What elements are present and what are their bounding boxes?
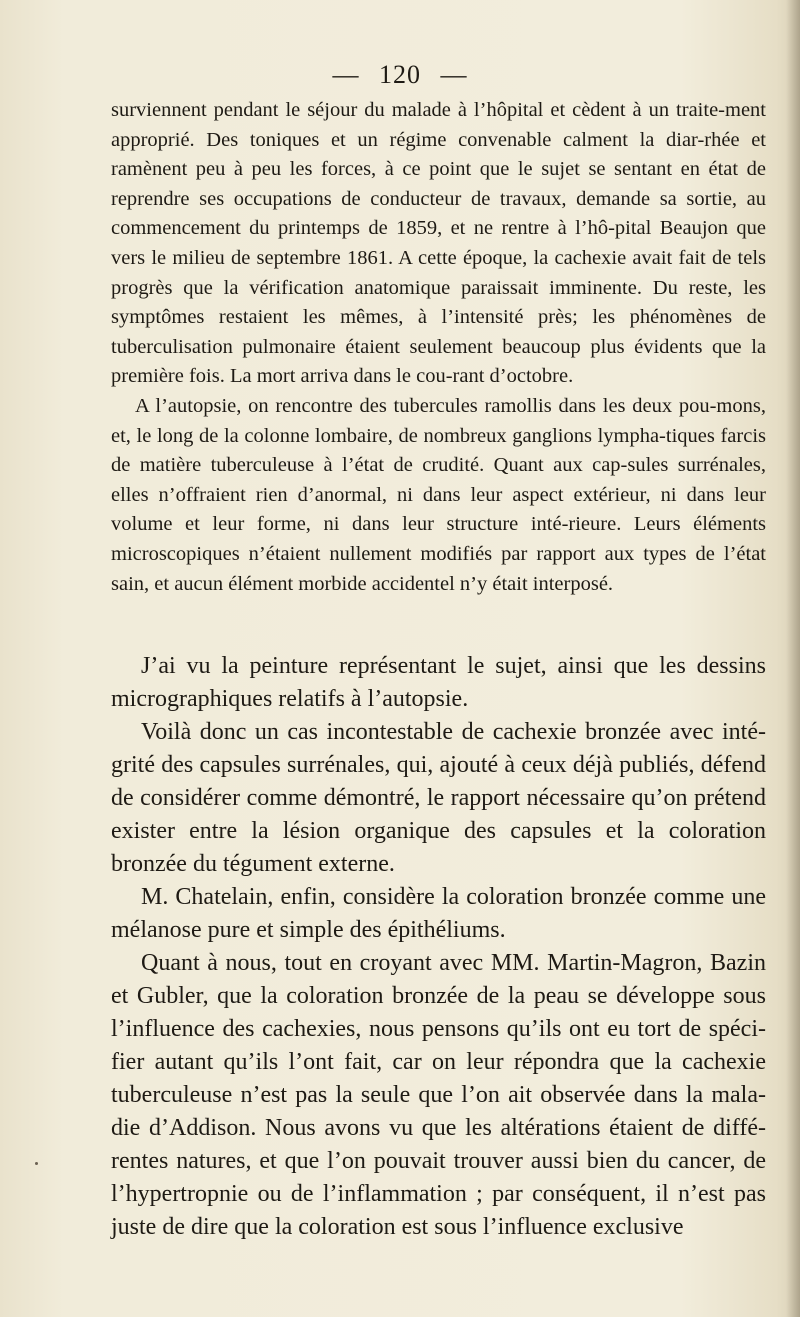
margin-speck xyxy=(35,1162,38,1165)
case-paragraph-clinical: surviennent pendant le séjour du malade à l’hôpital et cèdent à un traite-ment approprié. Des toniques et un régime convenable calment la diar-rhée et ramènent peu à peu les forces, à ce point que le sujet se sentant en état de reprendre ses occupations de conducteur de travaux, demande sa sortie, au commencement du printemps de 1859, et ne rentre à l’hô-pital Beaujon que vers le milieu de septembre 1861. A cette époque, la cachexie avait fait de tels progrès que la vérification anatomique paraissait imminente. Du reste, les symptômes restaient les mêmes, à l’intensité près; les phénomènes de tuberculisation pulmonaire étaient seulement beaucoup plus évidents que la première fois. La mort arriva dans le cou-rant d’octobre. xyxy=(111,99,766,388)
discussion-paragraph-4: Quant à nous, tout en croyant avec MM. Martin-Magron, Bazin et Gubler, que la coloration bronzée de la peau se développe sous l’influence des cachexies, nous pensons qu’ils ont eu tort de spéci-fier autant qu’ils l’ont fait, car on leur répondra que la cachexie tuberculeuse n’est pas la seule que l’on ait observée dans la mala-die d’Addison. Nous avons vu que les altérations étaient de diffé-rentes natures, et que l’on pouvait trouver aussi bien du cancer, de l’hypertropnie ou de l’inflammation ; par conséquent, il n’est pas juste de dire que la coloration est sous l’influence exclusive xyxy=(111,950,766,1240)
case-report-text xyxy=(111,96,766,599)
page-edge-shadow xyxy=(786,0,800,1317)
case-paragraph-autopsy: A l’autopsie, on rencontre des tubercules ramollis dans les deux pou-mons, et, le long de la colonne lombaire, de nombreux ganglions lympha-tiques farcis de matière tuberculeuse à l’état de crudité. Quant aux cap-sules surrénales, elles n’offraient rien d’anormal, ni dans leur aspect extérieur, ni dans leur volume et leur forme, ni dans leur structure inté-rieure. Leurs éléments microscopiques n’étaient nullement modifiés par rapport aux types de l’état sain, et aucun élément morbide accidentel n’y était interposé. xyxy=(111,394,766,595)
discussion-paragraph-2: Voilà donc un cas incontestable de cachexie bronzée avec inté-grité des capsules surrénales, qui, ajouté à ceux déjà publiés, défend de considérer comme démontré, le rapport nécessaire qu’on prétend exister entre la lésion organique des capsules et la coloration bronzée du tégument externe. xyxy=(111,719,766,877)
discussion-text xyxy=(111,650,766,1244)
discussion-paragraph-3: M. Chatelain, enfin, considère la coloration bronzée comme une mélanose pure et simple des épithéliums. xyxy=(111,884,766,943)
header-dash-left: — xyxy=(332,60,360,89)
page-header xyxy=(0,60,800,90)
discussion-paragraph-1: J’ai vu la peinture représentant le sujet, ainsi que les dessins micrographiques relatifs à l’autopsie. xyxy=(111,653,766,712)
page-number: 120 xyxy=(379,60,421,89)
header-dash-right: — xyxy=(440,60,468,89)
